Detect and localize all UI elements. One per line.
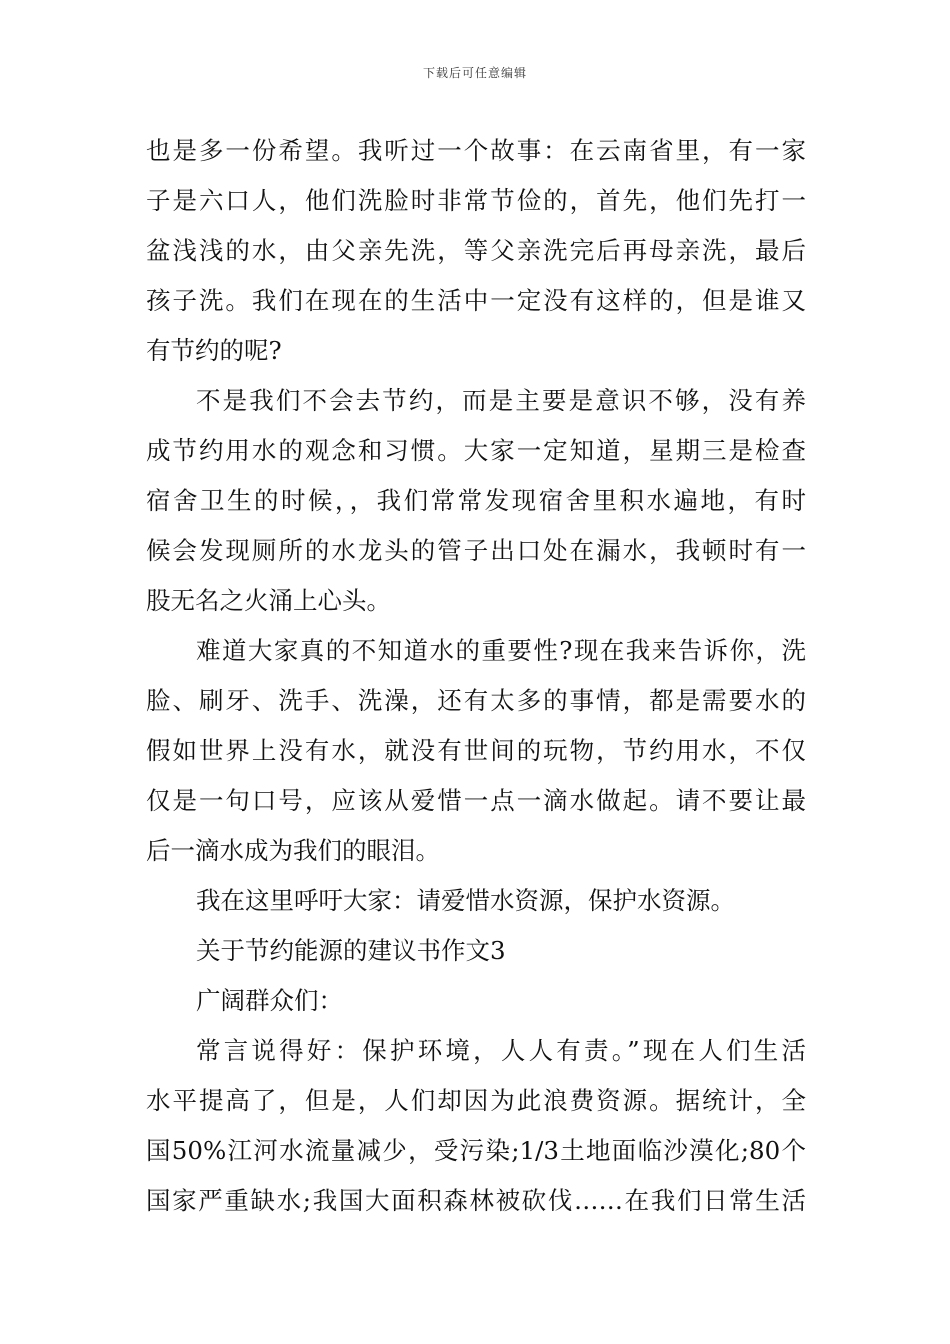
text-line: 不是我们不会去节约，而是主要是意识不够，没有养	[196, 386, 806, 415]
text-line: 也是多一份希望。我听过一个故事：在云南省里，有一家	[146, 136, 806, 165]
text-line: 国50%江河水流量减少，受污染;1/3土地面临沙漠化;80个	[146, 1136, 806, 1165]
document-body	[146, 126, 806, 1226]
text-line: 仅是一句口号，应该从爱惜一点一滴水做起。请不要让最	[146, 786, 806, 815]
text-line: 候会发现厕所的水龙头的管子出口处在漏水，我顿时有一	[146, 536, 806, 565]
salutation: 广阔群众们：	[196, 986, 343, 1015]
text-line: 股无名之火涌上心头。	[146, 586, 391, 615]
text-line: 常言说得好：保护环境，人人有责。”现在人们生活	[196, 1036, 806, 1065]
text-line: 国家严重缺水;我国大面积森林被砍伐……在我们日常生活	[146, 1186, 806, 1215]
text-line: 子是六口人，他们洗脸时非常节俭的，首先，他们先打一	[146, 186, 806, 215]
text-line: 我在这里呼吁大家：请爱惜水资源，保护水资源。	[196, 886, 735, 915]
text-line: 有节约的呢?	[146, 336, 282, 365]
text-line: 后一滴水成为我们的眼泪。	[146, 836, 440, 865]
text-line: 盆浅浅的水，由父亲先洗，等父亲洗完后再母亲洗，最后	[146, 236, 806, 265]
text-line: 宿舍卫生的时候，，我们常常发现宿舍里积水遍地，有时	[146, 486, 806, 515]
text-line: 难道大家真的不知道水的重要性?现在我来告诉你，洗	[196, 636, 806, 665]
text-line: 水平提高了，但是，人们却因为此浪费资源。据统计，全	[146, 1086, 806, 1115]
section-title: 关于节约能源的建议书作文3	[196, 936, 506, 965]
text-line: 脸、刷牙、洗手、洗澡，还有太多的事情，都是需要水的	[146, 686, 806, 715]
page-header: 下载后可任意编辑	[422, 66, 527, 80]
text-line: 孩子洗。我们在现在的生活中一定没有这样的，但是谁又	[146, 286, 806, 315]
text-line: 成节约用水的观念和习惯。大家一定知道，星期三是检查	[146, 436, 806, 465]
text-line: 假如世界上没有水，就没有世间的玩物，节约用水，不仅	[146, 736, 806, 765]
